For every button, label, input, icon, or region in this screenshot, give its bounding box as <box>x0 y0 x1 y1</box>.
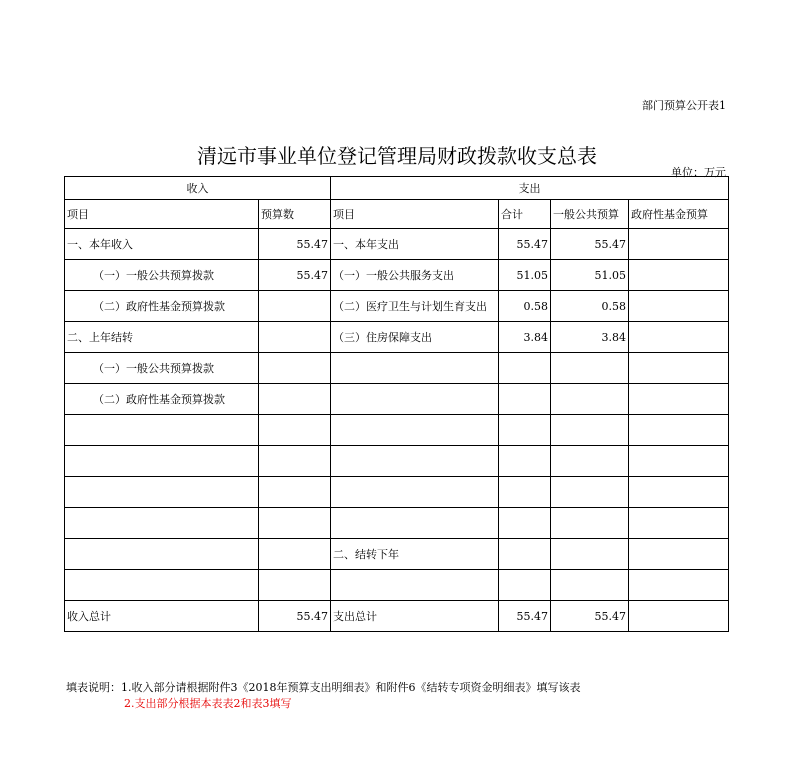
income-budget <box>259 322 331 353</box>
expense-general: 51.05 <box>551 260 629 291</box>
income-item <box>65 446 259 477</box>
table-row <box>65 384 729 415</box>
expense-general <box>551 570 629 601</box>
table-row <box>65 508 729 539</box>
expense-item-header: 项目 <box>331 200 499 229</box>
expense-general-header: 一般公共预算 <box>551 200 629 229</box>
table-row <box>65 477 729 508</box>
income-item: 二、上年结转 <box>65 322 259 353</box>
expense-item: 二、结转下年 <box>331 539 499 570</box>
income-budget <box>259 508 331 539</box>
expense-item <box>331 384 499 415</box>
expense-general <box>551 477 629 508</box>
expense-fund <box>629 229 729 260</box>
expense-total-label: 支出总计 <box>331 601 499 632</box>
expense-fund <box>629 477 729 508</box>
expense-total: 51.05 <box>499 260 551 291</box>
expense-fund <box>629 508 729 539</box>
income-item: （二）政府性基金预算拨款 <box>65 291 259 322</box>
expense-total <box>499 446 551 477</box>
income-section-header: 收入 <box>65 177 331 200</box>
income-item: （二）政府性基金预算拨款 <box>65 384 259 415</box>
income-budget <box>259 477 331 508</box>
income-budget: 55.47 <box>259 229 331 260</box>
expense-fund-header: 政府性基金预算 <box>629 200 729 229</box>
income-total-label: 收入总计 <box>65 601 259 632</box>
expense-item: （一）一般公共服务支出 <box>331 260 499 291</box>
income-budget-header: 预算数 <box>259 200 331 229</box>
income-item <box>65 539 259 570</box>
income-item <box>65 415 259 446</box>
income-item <box>65 508 259 539</box>
expense-item <box>331 508 499 539</box>
expense-general <box>551 384 629 415</box>
table-row <box>65 353 729 384</box>
expense-total <box>499 477 551 508</box>
expense-total <box>499 384 551 415</box>
income-item <box>65 570 259 601</box>
unit-label: 单位：万元 <box>671 166 726 179</box>
expense-item: （二）医疗卫生与计划生育支出 <box>331 291 499 322</box>
expense-total: 0.58 <box>499 291 551 322</box>
income-budget <box>259 415 331 446</box>
income-budget <box>259 353 331 384</box>
income-budget <box>259 539 331 570</box>
note-line-1: 填表说明：1.收入部分请根据附件3《2018年预算支出明细表》和附件6《结转专项资金明细表》填写该表 <box>66 681 581 694</box>
expense-general <box>551 539 629 570</box>
income-item <box>65 477 259 508</box>
expense-fund <box>629 322 729 353</box>
expense-fund <box>629 384 729 415</box>
expense-fund <box>629 260 729 291</box>
expense-section-header: 支出 <box>331 177 729 200</box>
expense-general <box>551 353 629 384</box>
income-item: 一、本年收入 <box>65 229 259 260</box>
income-item-header: 项目 <box>65 200 259 229</box>
page-title: 清远市事业单位登记管理局财政拨款收支总表 <box>197 144 597 168</box>
expense-fund-total-value <box>629 601 729 632</box>
column-header-row <box>65 200 729 229</box>
expense-total <box>499 539 551 570</box>
expense-item: （三）住房保障支出 <box>331 322 499 353</box>
section-header-row <box>65 177 729 200</box>
expense-fund <box>629 539 729 570</box>
table-row <box>65 229 729 260</box>
note-line-2: 2.支出部分根据本表表2和表3填写 <box>124 697 292 710</box>
expense-general: 0.58 <box>551 291 629 322</box>
expense-item <box>331 570 499 601</box>
expense-general <box>551 446 629 477</box>
form-id-label: 部门预算公开表1 <box>642 99 726 112</box>
expense-total-value: 55.47 <box>499 601 551 632</box>
income-budget <box>259 384 331 415</box>
expense-item: 一、本年支出 <box>331 229 499 260</box>
expense-total-header: 合计 <box>499 200 551 229</box>
expense-fund <box>629 291 729 322</box>
table-row <box>65 260 729 291</box>
expense-total <box>499 508 551 539</box>
expense-general <box>551 508 629 539</box>
table-row <box>65 539 729 570</box>
expense-general-total-value: 55.47 <box>551 601 629 632</box>
total-row <box>65 601 729 632</box>
budget-summary-table <box>64 176 729 632</box>
income-item: （一）一般公共预算拨款 <box>65 260 259 291</box>
expense-general: 3.84 <box>551 322 629 353</box>
fill-instructions <box>66 680 580 712</box>
expense-fund <box>629 446 729 477</box>
income-budget <box>259 570 331 601</box>
income-total-value: 55.47 <box>259 601 331 632</box>
expense-fund <box>629 415 729 446</box>
table-row <box>65 446 729 477</box>
table-row <box>65 415 729 446</box>
expense-item <box>331 446 499 477</box>
income-budget: 55.47 <box>259 260 331 291</box>
income-budget <box>259 291 331 322</box>
expense-total: 55.47 <box>499 229 551 260</box>
expense-total: 3.84 <box>499 322 551 353</box>
income-budget <box>259 446 331 477</box>
expense-general: 55.47 <box>551 229 629 260</box>
table-row <box>65 322 729 353</box>
expense-item <box>331 415 499 446</box>
expense-total <box>499 353 551 384</box>
expense-item <box>331 477 499 508</box>
table-row <box>65 291 729 322</box>
income-item: （一）一般公共预算拨款 <box>65 353 259 384</box>
expense-fund <box>629 570 729 601</box>
expense-total <box>499 415 551 446</box>
table-row <box>65 570 729 601</box>
expense-general <box>551 415 629 446</box>
expense-fund <box>629 353 729 384</box>
expense-total <box>499 570 551 601</box>
expense-item <box>331 353 499 384</box>
